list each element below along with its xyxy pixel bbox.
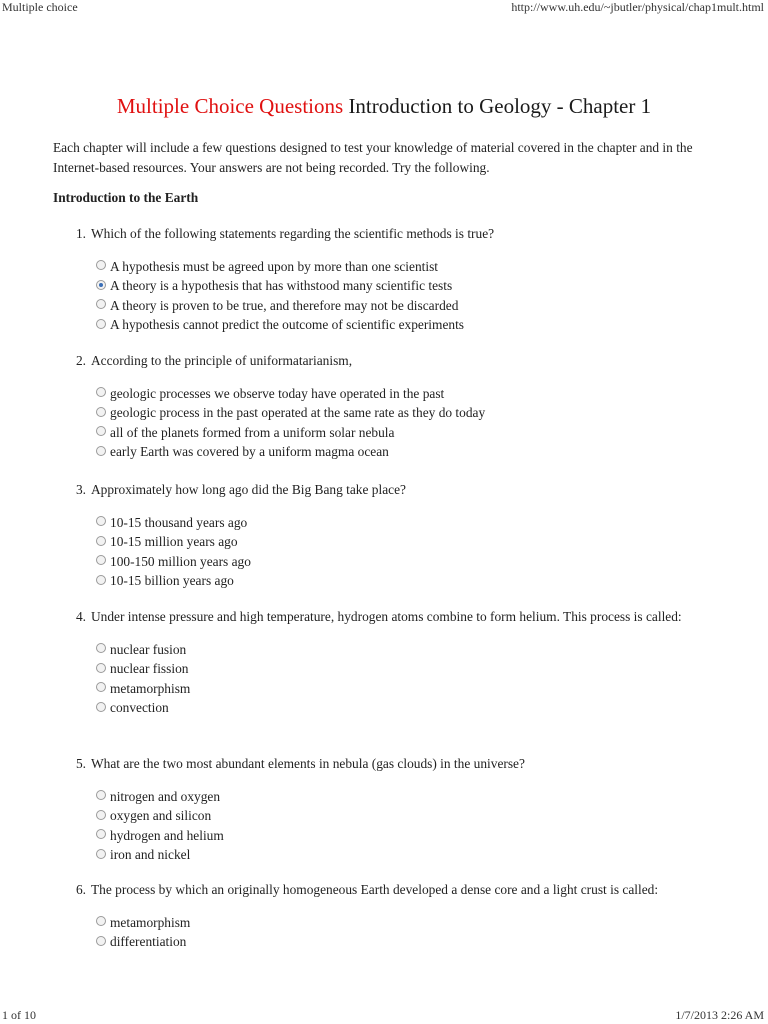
question-2 xyxy=(68,351,718,462)
radio-button[interactable] xyxy=(96,643,106,653)
answer-option[interactable] xyxy=(96,423,718,443)
question-3 xyxy=(68,480,718,591)
page-url[interactable]: http://www.uh.edu/~jbutler/physical/chap1mult.html xyxy=(511,0,764,14)
answer-label: nuclear fission xyxy=(110,661,189,677)
radio-button[interactable] xyxy=(96,260,106,270)
question-5 xyxy=(68,754,718,865)
answer-options xyxy=(96,257,718,335)
answer-label: geologic processes we observe today have operated in the past xyxy=(110,385,445,401)
radio-button[interactable] xyxy=(96,407,106,417)
radio-button[interactable] xyxy=(96,319,106,329)
question-text: The process by which an originally homogeneous Earth developed a dense core and a light crust is called: xyxy=(91,882,659,897)
question-4 xyxy=(68,607,718,718)
section-title: Introduction to the Earth xyxy=(53,190,199,205)
answer-option[interactable] xyxy=(96,659,718,679)
answer-option[interactable] xyxy=(96,826,718,846)
page-count: 1 of 10 xyxy=(2,1008,36,1022)
answer-option[interactable] xyxy=(96,806,718,826)
answer-label: nuclear fusion xyxy=(110,641,187,657)
answer-label: 10-15 billion years ago xyxy=(110,573,234,589)
answer-option[interactable] xyxy=(96,513,718,533)
answer-label: hydrogen and helium xyxy=(110,827,224,843)
answer-options xyxy=(96,913,718,952)
print-header xyxy=(0,0,768,16)
answer-option[interactable] xyxy=(96,257,718,277)
question-text: According to the principle of uniformatarianism, xyxy=(91,353,353,368)
radio-button[interactable] xyxy=(96,516,106,526)
answer-label: 100-150 million years ago xyxy=(110,553,251,569)
question-number: 4. xyxy=(75,609,86,624)
print-footer xyxy=(0,1006,768,1024)
answer-label: 10-15 thousand years ago xyxy=(110,514,248,530)
radio-button[interactable] xyxy=(96,575,106,585)
answer-option[interactable] xyxy=(96,276,718,296)
answer-option[interactable] xyxy=(96,698,718,718)
answer-label: iron and nickel xyxy=(110,847,191,863)
answer-option[interactable] xyxy=(96,315,718,335)
page-title-header: Multiple choice xyxy=(2,0,78,14)
answer-options xyxy=(96,787,718,865)
answer-label: metamorphism xyxy=(110,914,191,930)
answer-label: early Earth was covered by a uniform magma ocean xyxy=(110,444,389,460)
title-black-part: Introduction to Geology - Chapter 1 xyxy=(348,94,652,118)
answer-label: 10-15 million years ago xyxy=(110,534,238,550)
question-number: 5. xyxy=(75,756,86,771)
answer-label: geologic process in the past operated at the same rate as they do today xyxy=(110,405,486,421)
question-number: 1. xyxy=(75,226,86,241)
radio-button[interactable] xyxy=(96,536,106,546)
answer-label: A theory is proven to be true, and therefore may not be discarded xyxy=(110,297,459,313)
question-text: Under intense pressure and high temperature, hydrogen atoms combine to form helium. This process is called: xyxy=(91,609,682,624)
answer-option[interactable] xyxy=(96,845,718,865)
radio-button[interactable] xyxy=(96,387,106,397)
answer-options xyxy=(96,513,718,591)
answer-option[interactable] xyxy=(96,552,718,572)
question-text: Which of the following statements regarding the scientific methods is true? xyxy=(91,226,495,241)
question-number: 6. xyxy=(75,882,86,897)
answer-label: A theory is a hypothesis that has withstood many scientific tests xyxy=(110,278,453,294)
answer-label: differentiation xyxy=(110,934,187,950)
question-number: 2. xyxy=(75,353,86,368)
radio-button[interactable] xyxy=(96,663,106,673)
question-text: What are the two most abundant elements in nebula (gas clouds) in the universe? xyxy=(91,756,525,771)
answer-option[interactable] xyxy=(96,913,718,933)
radio-button[interactable] xyxy=(96,299,106,309)
radio-button[interactable] xyxy=(96,916,106,926)
answer-label: oxygen and silicon xyxy=(110,808,212,824)
answer-options xyxy=(96,640,718,718)
radio-button[interactable] xyxy=(96,682,106,692)
print-timestamp: 1/7/2013 2:26 AM xyxy=(675,1008,764,1022)
answer-label: all of the planets formed from a uniform solar nebula xyxy=(110,424,395,440)
radio-button[interactable] xyxy=(96,555,106,565)
answer-label: convection xyxy=(110,700,169,716)
radio-button[interactable] xyxy=(96,446,106,456)
answer-option[interactable] xyxy=(96,640,718,660)
answer-label: nitrogen and oxygen xyxy=(110,788,221,804)
question-text: Approximately how long ago did the Big Bang take place? xyxy=(91,482,406,497)
radio-button[interactable] xyxy=(96,280,106,290)
radio-button[interactable] xyxy=(96,790,106,800)
radio-button[interactable] xyxy=(96,829,106,839)
question-1 xyxy=(68,224,718,335)
answer-option[interactable] xyxy=(96,932,718,952)
radio-button[interactable] xyxy=(96,702,106,712)
answer-option[interactable] xyxy=(96,384,718,404)
answer-label: metamorphism xyxy=(110,680,191,696)
page-title xyxy=(0,93,768,119)
title-red-part: Multiple Choice Questions xyxy=(116,94,344,118)
radio-button[interactable] xyxy=(96,849,106,859)
intro-paragraph: Each chapter will include a few questions designed to test your knowledge of material covered in the chapter and in the Internet-based resources. Your answers are not being recorded. Try the following. xyxy=(53,140,693,175)
answer-option[interactable] xyxy=(96,679,718,699)
answer-option[interactable] xyxy=(96,532,718,552)
question-number: 3. xyxy=(75,482,86,497)
answer-options xyxy=(96,384,718,462)
radio-button[interactable] xyxy=(96,810,106,820)
radio-button[interactable] xyxy=(96,936,106,946)
question-6 xyxy=(68,880,718,952)
radio-button[interactable] xyxy=(96,426,106,436)
answer-option[interactable] xyxy=(96,296,718,316)
answer-label: A hypothesis cannot predict the outcome of scientific experiments xyxy=(110,317,465,333)
answer-option[interactable] xyxy=(96,442,718,462)
answer-option[interactable] xyxy=(96,571,718,591)
answer-option[interactable] xyxy=(96,787,718,807)
answer-label: A hypothesis must be agreed upon by more than one scientist xyxy=(110,258,439,274)
answer-option[interactable] xyxy=(96,403,718,423)
